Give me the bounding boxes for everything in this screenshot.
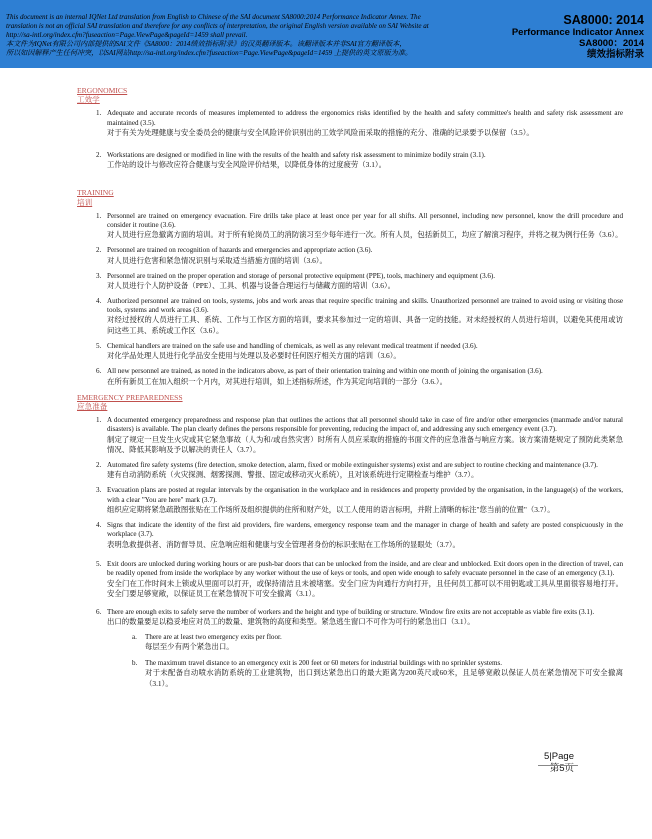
item-text-en: Exit doors are unlocked during working hours or are push-bar doors that can be unlocked from the inside, and are clear and unblocked. Exit doors open in the direction of travel, can be readily opened from inside the workplace by any worker without the use of keys or tools, and open wide enough to safely evacuate personnel in the case of an emergency (3.1). [107, 560, 623, 578]
item-text-en: Automated fire safety systems (fire detection, smoke detection, alarm, fixed or mobile extinguisher systems) exist and are subject to routine checking and maintenance (3.7). [107, 461, 598, 470]
translation-disclaimer [6, 13, 526, 58]
doc-subtitle: Performance Indicator Annex [511, 27, 644, 38]
item-number: 4. [96, 520, 102, 529]
item-text-en: Chemical handlers are trained on the safe use and handling of chemicals, as well as any relevant medical treatment if needed (3.6). [107, 341, 478, 350]
item-number: 6. [96, 367, 102, 376]
sub-list-item [77, 659, 623, 689]
section-title-ergonomics-cn: 工效学 [77, 95, 100, 105]
doc-title-cn: SA8000：2014 [579, 38, 644, 49]
item-text-cn: 表明急救提供者、消防督导员、应急响应组和健康与安全管理者身份的标识张贴在工作场所的显眼处（3.7）。 [107, 539, 460, 549]
item-number: 5. [96, 560, 102, 569]
item-text-cn: 对人员进行应急撤离方面的培训。对于所有轮岗员工的消防演习至少每年进行一次。所有人员，包括新员工，均应了解演习程序，并将之视为例行任务（3.6）。 [107, 230, 623, 240]
item-text-cn: 出口的数量要足以稳妥地应对员工的数量、建筑物的高度和类型。紧急逃生窗口不可作为可行的紧急出口（3.1）。 [107, 616, 475, 626]
list-item [77, 246, 623, 266]
item-text-en: Signs that indicate the identity of the first aid providers, fire wardens, emergency response team and the manager in charge of health and safety are posted conspicuously in the workplace (3.7). [107, 520, 623, 539]
item-text-en: Personnel are trained on emergency evacuation. Fire drills take place at least once per year for all shifts. All personnel, including new personnel, know the drill procedure and consider it routine (3.6). [107, 211, 623, 229]
item-text-cn: 对人员进行危害和紧急情况识别与采取适当措施方面的培训（3.6）。 [107, 255, 327, 265]
list-item [77, 416, 623, 456]
doc-title: SA8000: 2014 [563, 13, 644, 27]
page-body [77, 86, 623, 692]
item-text-en: There are at least two emergency exits per floor. [145, 632, 282, 641]
list-item [77, 461, 623, 481]
list-item [77, 521, 623, 550]
item-text-cn: 组织应定期将紧急疏散图张贴在工作场所及组织提供的住所和财产处，以工人使用的语言标明，并附上清晰的标注"您当前的位置"（3.7）。 [107, 504, 555, 514]
item-text-cn: 对化学品处理人员进行化学品安全使用与处理以及必要时任何医疗相关方面的培训（3.6）。 [107, 351, 401, 361]
section-title-training: TRAINING [77, 188, 114, 198]
disclaimer-line: translation is not an official SAI translation and therefore for any conflicts of interpretation, the original English version available on SAI Website at [6, 21, 429, 30]
item-text-en: All new personnel are trained, as noted in the indicators above, as part of their orientation training and within one month of joining the organisation (3.6). [107, 367, 543, 376]
list-item [77, 297, 623, 337]
disclaimer-line: http://sa-intl.org/index.cfm?fuseaction=Page.ViewPage&pageId=1459 shall prevail. [6, 30, 248, 39]
section-title-emergency: EMERGENCY PREPAREDNESS [77, 392, 183, 402]
page-number-cn: 第5页 [549, 763, 574, 774]
item-number: b. [132, 658, 138, 667]
list-item [77, 486, 623, 515]
item-text-cn: 对于未配备自动喷水消防系统的工业建筑物，出口到达紧急出口的最大距离为200英尺或60米，且足够宽敞以保证人员在紧急情况下可安全撤离（3.1）。 [145, 668, 623, 688]
disclaimer-line: 本文件为IQNet有限公司内部提供的SAI文件《SA8000：2014绩效指标附录》的汉英翻译版本。该翻译版本并非SAI官方翻译版本， [6, 39, 407, 48]
item-number: 3. [96, 486, 102, 495]
item-text-cn: 在所有新员工在加入组织一个月内，对其进行培训，如上述指标所述，作为其定向培训的一部分（3.6.）。 [107, 376, 447, 386]
item-text-cn: 对人员进行个人防护设备（PPE）、工具、机器与设备合理运行与储藏方面的培训（3.6）。 [107, 280, 396, 290]
list-item [77, 608, 623, 628]
item-number: a. [132, 632, 137, 641]
footer-divider [538, 765, 578, 766]
list-item [77, 560, 623, 600]
doc-subtitle-cn: 绩效指标附录 [586, 49, 644, 60]
item-text-en: A documented emergency preparedness and response plan that outlines the actions that all personnel should take in case of fire and/or other emergencies (manmade and/or natural disasters) is available. The plan clearly defines the persons responsible for preventing, reducing the impact of, and addressing any such emergency event (3.7). [107, 415, 623, 434]
list-item [77, 342, 623, 362]
section-title-emergency-cn: 应急准备 [77, 401, 108, 411]
list-item [77, 272, 623, 292]
item-text-en: Personnel are trained on recognition of hazards and emergencies and appropriate action (3.6). [107, 246, 373, 255]
item-number: 1. [96, 211, 102, 220]
item-text-en: Adequate and accurate records of measures implemented to address the ergonomics risks identified by the health and safety committee's health and safety risk assessment are maintained (3.5). [107, 109, 623, 127]
item-text-cn: 对经过授权的人员进行工具、系统、工作与工作区方面的培训，要求其参加过一定的培训、具备一定的技能。对未经授权的人员进行培训，以避免其使用或访问这些工具、系统或工作区（3.6）。 [107, 315, 623, 335]
item-number: 2. [96, 461, 102, 470]
section-title-ergonomics: ERGONOMICS [77, 86, 128, 95]
item-number: 3. [96, 271, 102, 280]
section-title-training-cn: 培训 [77, 197, 93, 207]
item-text-cn: 对于有关为处理健康与安全委员会的健康与安全风险评价识别出的工效学风险而采取的措施的充分、准确的记录要予以保留（3.5）。 [107, 128, 534, 137]
page-footer [544, 751, 574, 775]
item-number: 1. [96, 109, 102, 118]
item-text-en: Personnel are trained on the proper operation and storage of personal protective equipment (PPE), tools, machinery and equipment (3.6). [107, 271, 496, 280]
sub-list-item [77, 633, 623, 653]
item-text-cn: 建有自动消防系统（火灾探测、烟雾探测、警报、固定或移动灭火系统），且对该系统进行定期检查与维护（3.7）。 [107, 470, 479, 480]
item-number: 4. [96, 296, 102, 305]
item-text-cn: 工作站的设计与修改应符合健康与安全风险评价结果，以降低身体的过度疲劳（3.1）。 [107, 159, 386, 169]
item-number: 5. [96, 341, 102, 350]
list-item [77, 367, 623, 387]
header-banner [0, 0, 652, 68]
list-item [77, 212, 623, 241]
item-text-en: There are enough exits to safely serve the number of workers and the height and type of building or structure. Window fire exits are not acceptable as viable fire exits (3.1). [107, 607, 595, 616]
disclaimer-line: This document is an internal IQNet Ltd translation from English to Chinese of the SAI document SA8000:2014 Performance Indicator Annex. The [6, 13, 421, 21]
item-text-en: Evacuation plans are posted at regular intervals by the organisation in the workplace and in residences and property provided by the organisation, in the language(s) of the workers, with a clear "You are here" mark (3.7). [107, 486, 623, 504]
item-number: 2. [96, 150, 102, 159]
list-item [77, 151, 623, 171]
item-text-en: Authorized personnel are trained on tools, systems, jobs and work areas that require specific training and skills. Unauthorized personnel are trained to avoid using or visiting those tools, systems and work areas (3.6). [107, 296, 623, 315]
item-number: 2. [96, 246, 102, 255]
item-text-en: The maximum travel distance to an emergency exit is 200 feet or 60 meters for industrial buildings with no sprinkler systems. [145, 658, 503, 667]
item-text-cn: 安全门在工作时间未上锁或从里面可以打开，或保持清洁且未被堵塞。安全门应为向通行方向打开，且任何员工都可以不用钥匙或工具从里面很容易地打开。安全门要足够宽敞，以保证员工在紧急情况下可安全撤离（3.1）。 [107, 578, 623, 599]
item-text-cn: 制定了规定一旦发生火灾或其它紧急事故（人为和/或自然灾害）时所有人员应采取的措施的书面文件的应急准备与响应方案。该方案清楚规定了预防此类紧急情况、降低其影响及予以解决的责任人（3.7）。 [107, 434, 623, 455]
item-number: 1. [96, 415, 102, 424]
document-title-block [484, 13, 644, 60]
page-number: 5|Page [544, 751, 574, 762]
item-number: 6. [96, 607, 102, 616]
list-item [77, 109, 623, 138]
item-text-cn: 每层至少有两个紧急出口。 [145, 642, 234, 652]
disclaimer-line: 所以如因解释产生任何冲突，以SAI网站http://sa-intl.org/index.cfm?fuseaction=Page.ViewPage&pageId=1459 上提供的英文原版为准。 [6, 48, 412, 57]
item-text-en: Workstations are designed or modified in line with the results of the health and safety risk assessment to minimize bodily strain (3.1). [107, 150, 486, 159]
